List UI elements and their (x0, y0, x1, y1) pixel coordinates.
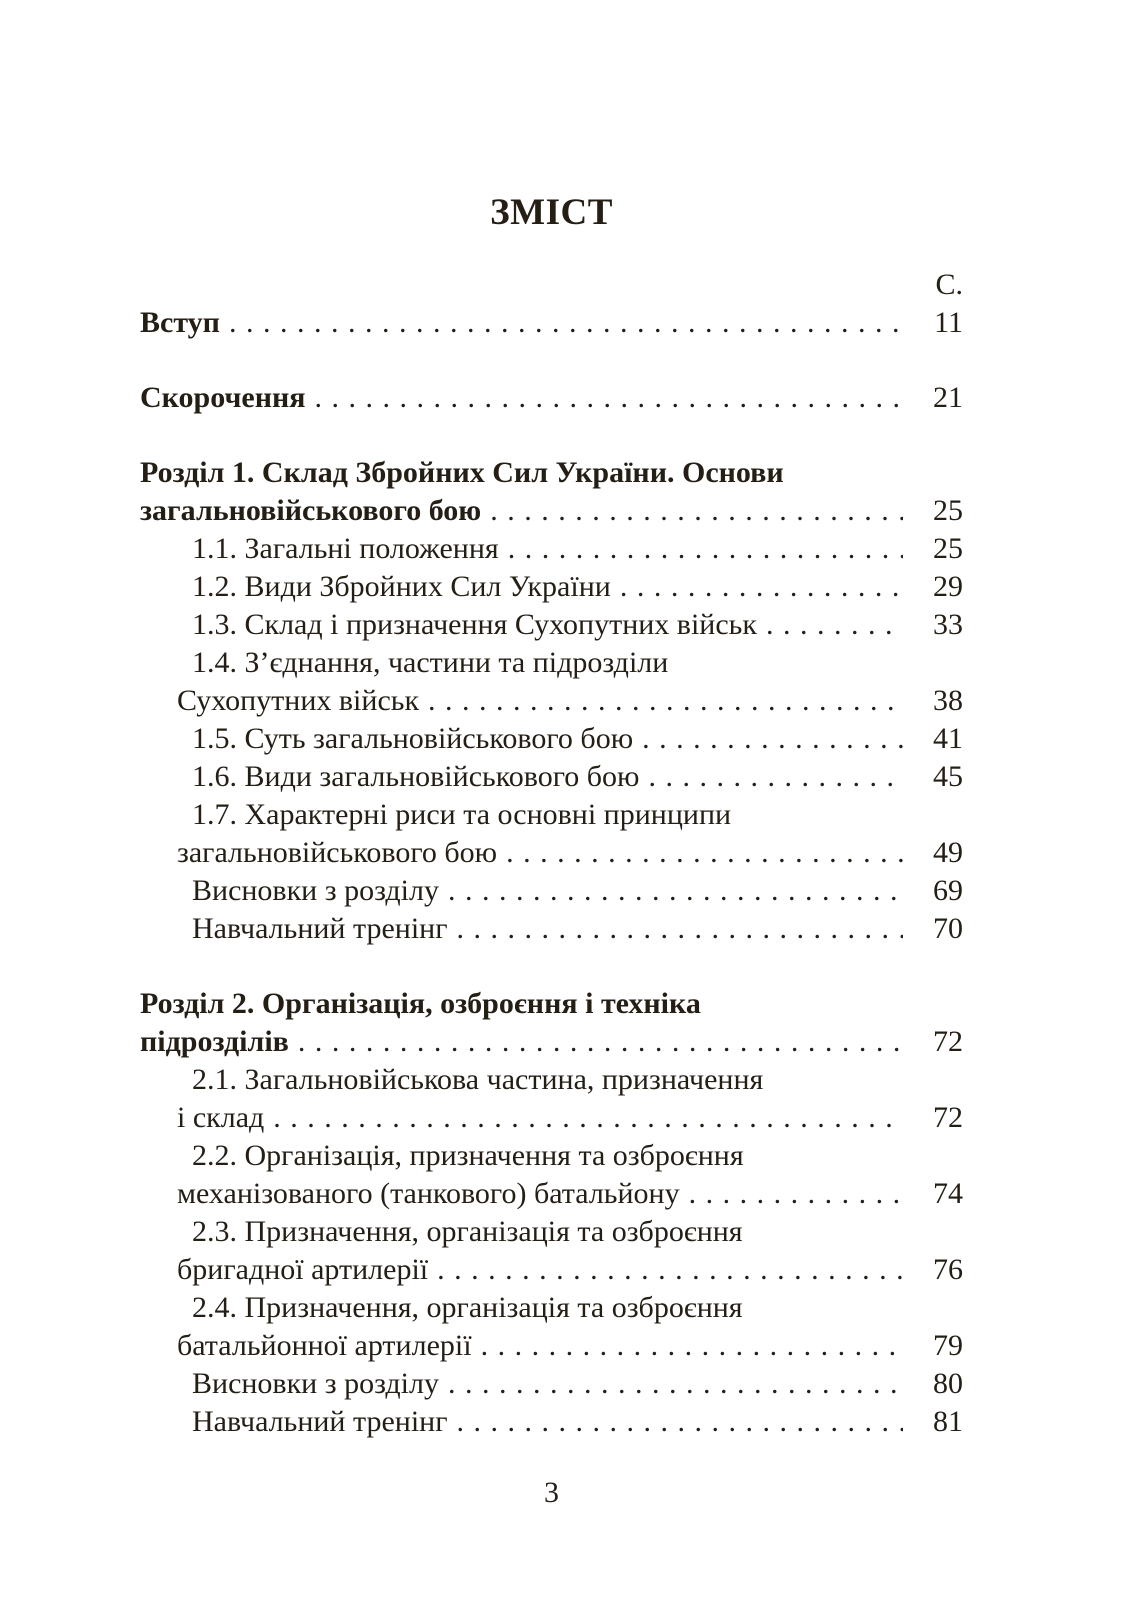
dot-leader (457, 910, 903, 948)
dot-leader (448, 1365, 903, 1403)
entry-page: 25 (933, 532, 963, 565)
toc-entry (140, 1365, 963, 1403)
dot-leader (229, 304, 903, 342)
entry-page: 69 (933, 874, 963, 907)
entry-text: 2.1. Загальновійськова частина, призначення (192, 1063, 764, 1096)
toc-entry (140, 606, 963, 644)
entry-page: 74 (933, 1177, 963, 1210)
dot-leader (448, 872, 903, 910)
dot-leader (642, 720, 903, 758)
page-title: ЗМІСТ (490, 192, 613, 233)
entry-text: 2.3. Призначення, організація та озброєння (192, 1215, 743, 1248)
toc-entries (140, 304, 963, 1441)
entry-page: 76 (933, 1253, 963, 1286)
entry-text: загальновійськового бою (177, 836, 498, 869)
dot-leader (766, 606, 903, 644)
entry-text: 2.2. Організація, призначення та озброєння (192, 1139, 744, 1172)
toc-entry (140, 720, 963, 758)
toc-entry (140, 1137, 963, 1175)
entry-text: Сухопутних військ (177, 684, 420, 717)
entry-page: 81 (933, 1405, 963, 1438)
toc-entry (140, 1289, 963, 1327)
dot-leader (428, 682, 903, 720)
toc-entry (140, 872, 963, 910)
toc-entry (140, 644, 963, 682)
toc-entry (140, 682, 963, 720)
entry-text: 1.6. Види загальновійськового бою (192, 760, 640, 793)
entry-text: 1.7. Характерні риси та основні принципи (192, 798, 732, 831)
entry-text: 1.4. З’єднання, частини та підрозділи (192, 646, 669, 679)
dot-leader (273, 1099, 903, 1137)
dot-leader (490, 492, 903, 530)
dot-leader (620, 568, 903, 606)
toc-entry (140, 1023, 963, 1061)
toc-entry (140, 1175, 963, 1213)
toc-entry (140, 1213, 963, 1251)
entry-page: 29 (933, 570, 963, 603)
entry-page: 72 (933, 1025, 963, 1058)
entry-text: 1.5. Суть загальновійськового бою (192, 722, 634, 755)
entry-text: підрозділів (140, 1025, 289, 1058)
entry-page: 33 (933, 608, 963, 641)
entry-text: і склад (177, 1101, 265, 1134)
toc-entry (140, 796, 963, 834)
dot-leader (315, 379, 904, 417)
entry-text: 1.1. Загальні положення (192, 532, 499, 565)
page-column-header: С. (935, 268, 963, 301)
dot-leader (437, 1251, 903, 1289)
entry-page: 21 (933, 381, 963, 414)
toc-entry (140, 568, 963, 606)
toc-entry (140, 758, 963, 796)
dot-leader (481, 1327, 903, 1365)
toc-entry (140, 454, 963, 492)
toc-entry (140, 1061, 963, 1099)
entry-text: 2.4. Призначення, організація та озброєння (192, 1291, 743, 1324)
entry-page: 38 (933, 684, 963, 717)
toc-entry (140, 492, 963, 530)
dot-leader (506, 834, 903, 872)
entry-page: 79 (933, 1329, 963, 1362)
page-column-header-row (140, 266, 963, 304)
entry-text: 1.2. Види Збройних Сил України (192, 570, 611, 603)
dot-leader (457, 1403, 903, 1441)
toc-entry (140, 304, 963, 342)
entry-page: 11 (934, 306, 963, 339)
entry-text: бригадної артилерії (177, 1253, 429, 1286)
page-number: 3 (544, 1476, 559, 1509)
dot-leader (508, 530, 903, 568)
entry-text: Вступ (140, 306, 220, 339)
toc-entry (140, 1327, 963, 1365)
toc-entry (140, 1251, 963, 1289)
dot-leader (689, 1175, 903, 1213)
toc-entry (140, 834, 963, 872)
entry-text: механізованого (танкового) батальйону (177, 1177, 680, 1210)
entry-text: Розділ 2. Організація, озброєння і техніка (140, 987, 701, 1020)
entry-text: Скорочення (140, 381, 306, 414)
entry-page: 41 (933, 722, 963, 755)
dot-leader (648, 758, 903, 796)
toc (140, 190, 963, 1441)
entry-text: загальновійськового бою (140, 494, 482, 527)
entry-page: 72 (933, 1101, 963, 1134)
entry-page: 49 (933, 836, 963, 869)
entry-page: 80 (933, 1367, 963, 1400)
entry-page: 70 (933, 912, 963, 945)
entry-page: 45 (933, 760, 963, 793)
entry-text: Висновки з розділу (192, 874, 439, 907)
entry-text: батальйонної артилерії (177, 1329, 472, 1362)
entry-text: Навчальний тренінг (192, 1405, 448, 1438)
toc-entry (140, 530, 963, 568)
dot-leader (298, 1023, 903, 1061)
entry-text: Розділ 1. Склад Збройних Сил України. Основи (140, 456, 784, 489)
entry-text: 1.3. Склад і призначення Сухопутних військ (192, 608, 757, 641)
entry-page: 25 (933, 494, 963, 527)
toc-entry (140, 985, 963, 1023)
entry-text: Висновки з розділу (192, 1367, 439, 1400)
toc-entry (140, 910, 963, 948)
toc-entry (140, 379, 963, 417)
toc-entry (140, 1403, 963, 1441)
entry-text: Навчальний тренінг (192, 912, 448, 945)
toc-entry (140, 1099, 963, 1137)
